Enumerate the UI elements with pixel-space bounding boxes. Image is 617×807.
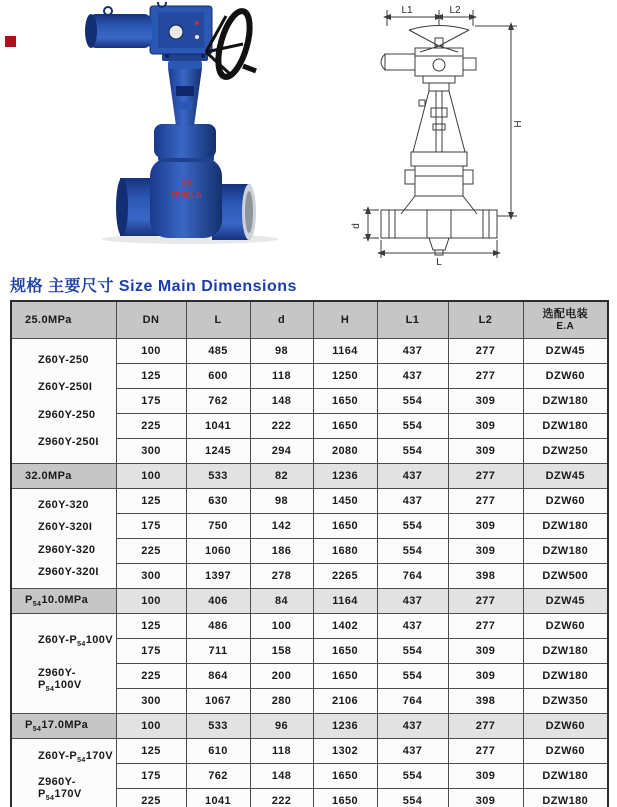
dn-cell: 100 — [116, 714, 186, 739]
actuator-motor — [88, 14, 152, 48]
dim-cell: 1041 — [186, 414, 250, 439]
dim-label-h: H — [513, 120, 524, 128]
dim-cell: 1650 — [313, 389, 377, 414]
page-title: 规格 主要尺寸 Size Main Dimensions — [10, 278, 297, 295]
dim-cell: 98 — [250, 489, 313, 514]
dn-cell: 100 — [116, 589, 186, 614]
ea-cell: DZW45 — [523, 464, 608, 489]
dim-cell: 222 — [250, 789, 313, 807]
pressure-class-label: 32.0MPa — [11, 464, 116, 489]
dim-cell: 1650 — [313, 789, 377, 807]
dim-cell: 280 — [250, 689, 313, 714]
dn-cell: 300 — [116, 564, 186, 589]
ea-cell: DZW60 — [523, 614, 608, 639]
pressure-group-row — [11, 464, 608, 489]
dim-cell: 630 — [186, 489, 250, 514]
header-ea-en: E.A — [556, 320, 575, 332]
ea-cell: DZW45 — [523, 339, 608, 364]
dim-cell: 764 — [377, 564, 448, 589]
dim-cell: 277 — [448, 739, 523, 764]
dim-cell: 186 — [250, 539, 313, 564]
dim-cell: 437 — [377, 364, 448, 389]
handwheel — [206, 8, 256, 81]
dn-cell: 225 — [116, 789, 186, 807]
header-dn: DN — [116, 301, 186, 339]
dim-label-d: d — [351, 223, 362, 229]
dim-cell: 148 — [250, 389, 313, 414]
dn-cell: 300 — [116, 689, 186, 714]
pressure-group-row — [11, 589, 608, 614]
dim-cell: 1450 — [313, 489, 377, 514]
dim-cell: 2265 — [313, 564, 377, 589]
dn-cell: 175 — [116, 389, 186, 414]
dim-cell: 406 — [186, 589, 250, 614]
dim-cell: 750 — [186, 514, 250, 539]
dim-cell: 294 — [250, 439, 313, 464]
dim-cell: 277 — [448, 614, 523, 639]
dim-cell: 1164 — [313, 339, 377, 364]
ea-cell: DZW60 — [523, 489, 608, 514]
table-row — [11, 489, 608, 514]
dim-cell: 864 — [186, 664, 250, 689]
dn-cell: 225 — [116, 539, 186, 564]
model-name: Z960Y-250 — [38, 408, 96, 421]
table-row — [11, 739, 608, 764]
dn-cell: 175 — [116, 514, 186, 539]
model-group-p54170 — [11, 739, 116, 807]
dim-cell: 118 — [250, 739, 313, 764]
dim-label-l: L — [436, 257, 442, 266]
bonnet — [154, 124, 216, 158]
table-row — [11, 614, 608, 639]
dim-cell: 485 — [186, 339, 250, 364]
dim-cell: 554 — [377, 439, 448, 464]
header-l1: L1 — [377, 301, 448, 339]
dim-cell: 277 — [448, 489, 523, 514]
dim-cell: 554 — [377, 389, 448, 414]
dim-cell: 309 — [448, 539, 523, 564]
model-name: Z60Y-320 — [38, 499, 89, 512]
header-ea — [523, 301, 608, 339]
dim-cell: 309 — [448, 639, 523, 664]
ea-cell: DZW350 — [523, 689, 608, 714]
model-name: $Z60Y-P_{54}100V$ — [38, 633, 113, 648]
dim-cell: 309 — [448, 764, 523, 789]
model-name: $Z960Y-P_{54}170V$ — [38, 775, 82, 802]
dim-cell: 309 — [448, 439, 523, 464]
dim-cell: 1067 — [186, 689, 250, 714]
model-name: Z60Y-250I — [38, 381, 93, 394]
dim-cell: 554 — [377, 639, 448, 664]
ea-cell: DZW60 — [523, 739, 608, 764]
dim-cell: 2106 — [313, 689, 377, 714]
dim-cell: 437 — [377, 589, 448, 614]
dim-cell: 554 — [377, 414, 448, 439]
ea-cell: DZW500 — [523, 564, 608, 589]
dim-cell: 1397 — [186, 564, 250, 589]
pressure-class-label: $P_{54}17.0MPa$ — [11, 714, 116, 739]
ea-cell: DZW250 — [523, 439, 608, 464]
ea-cell: DZW180 — [523, 764, 608, 789]
ea-cell: DZW45 — [523, 589, 608, 614]
dn-cell: 300 — [116, 439, 186, 464]
dim-cell: 96 — [250, 714, 313, 739]
model-name: Z60Y-250 — [38, 354, 89, 367]
dim-cell: 1164 — [313, 589, 377, 614]
dim-cell: 1245 — [186, 439, 250, 464]
dim-cell: 2080 — [313, 439, 377, 464]
dim-cell: 277 — [448, 339, 523, 364]
dim-cell: 554 — [377, 789, 448, 807]
dim-cell: 398 — [448, 689, 523, 714]
dim-cell: 437 — [377, 464, 448, 489]
dim-cell: 277 — [448, 589, 523, 614]
ea-cell: DZW180 — [523, 789, 608, 807]
dim-cell: 554 — [377, 539, 448, 564]
dim-cell: 1402 — [313, 614, 377, 639]
body-marking-line2: 1500Lb — [170, 190, 202, 200]
dim-cell: 533 — [186, 714, 250, 739]
dim-cell: 1650 — [313, 514, 377, 539]
ea-cell: DZW180 — [523, 414, 608, 439]
dim-cell: 762 — [186, 764, 250, 789]
dim-cell: 437 — [377, 614, 448, 639]
dim-cell: 1302 — [313, 739, 377, 764]
ea-cell: DZW180 — [523, 389, 608, 414]
dim-cell: 554 — [377, 664, 448, 689]
dim-label-l1: L1 — [401, 5, 413, 16]
dim-cell: 118 — [250, 364, 313, 389]
dim-cell: 533 — [186, 464, 250, 489]
dim-cell: 309 — [448, 414, 523, 439]
yoke — [168, 68, 202, 126]
table-header-row — [11, 301, 608, 339]
header-pressure-25: 25.0MPa — [11, 301, 116, 339]
model-name: Z960Y-250I — [38, 435, 99, 448]
dim-cell: 309 — [448, 664, 523, 689]
dim-cell: 437 — [377, 714, 448, 739]
dim-cell: 1236 — [313, 464, 377, 489]
indicator-dial — [169, 25, 183, 39]
model-group-32 — [11, 489, 116, 589]
header-h: H — [313, 301, 377, 339]
dim-cell: 1650 — [313, 664, 377, 689]
body-marking-line1: 10 — [180, 178, 192, 188]
model-name: $Z960Y-P_{54}100V$ — [38, 667, 82, 694]
dim-cell: 1060 — [186, 539, 250, 564]
pressure-group-row — [11, 714, 608, 739]
dim-cell: 100 — [250, 614, 313, 639]
dim-cell: 1650 — [313, 639, 377, 664]
dim-cell: 1650 — [313, 764, 377, 789]
dim-cell: 309 — [448, 514, 523, 539]
dim-cell: 82 — [250, 464, 313, 489]
dimensions-table — [10, 300, 609, 807]
dim-cell: 158 — [250, 639, 313, 664]
dim-cell: 1041 — [186, 789, 250, 807]
model-name: Z960Y-320I — [38, 565, 99, 578]
valve-drawing-svg — [345, 4, 610, 266]
model-name: $Z60Y-P_{54}170V$ — [38, 750, 113, 765]
dim-cell: 277 — [448, 464, 523, 489]
dn-cell: 225 — [116, 664, 186, 689]
model-group-25 — [11, 339, 116, 464]
dn-cell: 175 — [116, 639, 186, 664]
dn-cell: 175 — [116, 764, 186, 789]
dim-label-l2: L2 — [449, 5, 461, 16]
dim-cell: 278 — [250, 564, 313, 589]
dim-cell: 148 — [250, 764, 313, 789]
ea-cell: DZW180 — [523, 514, 608, 539]
dn-cell: 125 — [116, 364, 186, 389]
dim-cell: 84 — [250, 589, 313, 614]
header-l2: L2 — [448, 301, 523, 339]
header-l: L — [186, 301, 250, 339]
dim-cell: 554 — [377, 764, 448, 789]
ea-cell: DZW180 — [523, 664, 608, 689]
dim-cell: 398 — [448, 564, 523, 589]
ea-cell: DZW180 — [523, 639, 608, 664]
dim-cell: 309 — [448, 789, 523, 807]
header-d: d — [250, 301, 313, 339]
dim-cell: 142 — [250, 514, 313, 539]
valve-drawing — [345, 4, 610, 266]
lifting-eye — [158, 2, 166, 7]
dim-cell: 762 — [186, 389, 250, 414]
model-group-p54100 — [11, 614, 116, 714]
dn-cell: 125 — [116, 489, 186, 514]
header-ea-zh: 选配电装 — [542, 307, 589, 320]
dim-cell: 1236 — [313, 714, 377, 739]
dim-cell: 1650 — [313, 414, 377, 439]
pressure-class-label: $P_{54}10.0MPa$ — [11, 589, 116, 614]
model-name: Z60Y-320I — [38, 521, 93, 534]
model-name: Z960Y-320 — [38, 543, 96, 556]
dim-cell: 277 — [448, 364, 523, 389]
dim-cell: 1680 — [313, 539, 377, 564]
dn-cell: 100 — [116, 464, 186, 489]
valve-photo-svg — [50, 2, 340, 245]
dim-cell: 764 — [377, 689, 448, 714]
ea-cell: DZW60 — [523, 364, 608, 389]
ea-cell: DZW180 — [523, 539, 608, 564]
dim-cell: 600 — [186, 364, 250, 389]
dn-cell: 100 — [116, 339, 186, 364]
dim-cell: 437 — [377, 489, 448, 514]
dim-cell: 277 — [448, 714, 523, 739]
valve-photo — [50, 2, 340, 245]
dn-cell: 225 — [116, 414, 186, 439]
dim-cell: 554 — [377, 514, 448, 539]
ea-cell: DZW60 — [523, 714, 608, 739]
dim-cell: 486 — [186, 614, 250, 639]
dim-cell: 222 — [250, 414, 313, 439]
dim-cell: 437 — [377, 339, 448, 364]
dn-cell: 125 — [116, 739, 186, 764]
dn-cell: 125 — [116, 614, 186, 639]
table-row — [11, 339, 608, 364]
dim-cell: 200 — [250, 664, 313, 689]
dim-cell: 1250 — [313, 364, 377, 389]
red-corner-mark — [5, 36, 16, 47]
dim-cell: 309 — [448, 389, 523, 414]
dim-cell: 98 — [250, 339, 313, 364]
dim-cell: 437 — [377, 739, 448, 764]
dim-cell: 711 — [186, 639, 250, 664]
dim-cell: 610 — [186, 739, 250, 764]
